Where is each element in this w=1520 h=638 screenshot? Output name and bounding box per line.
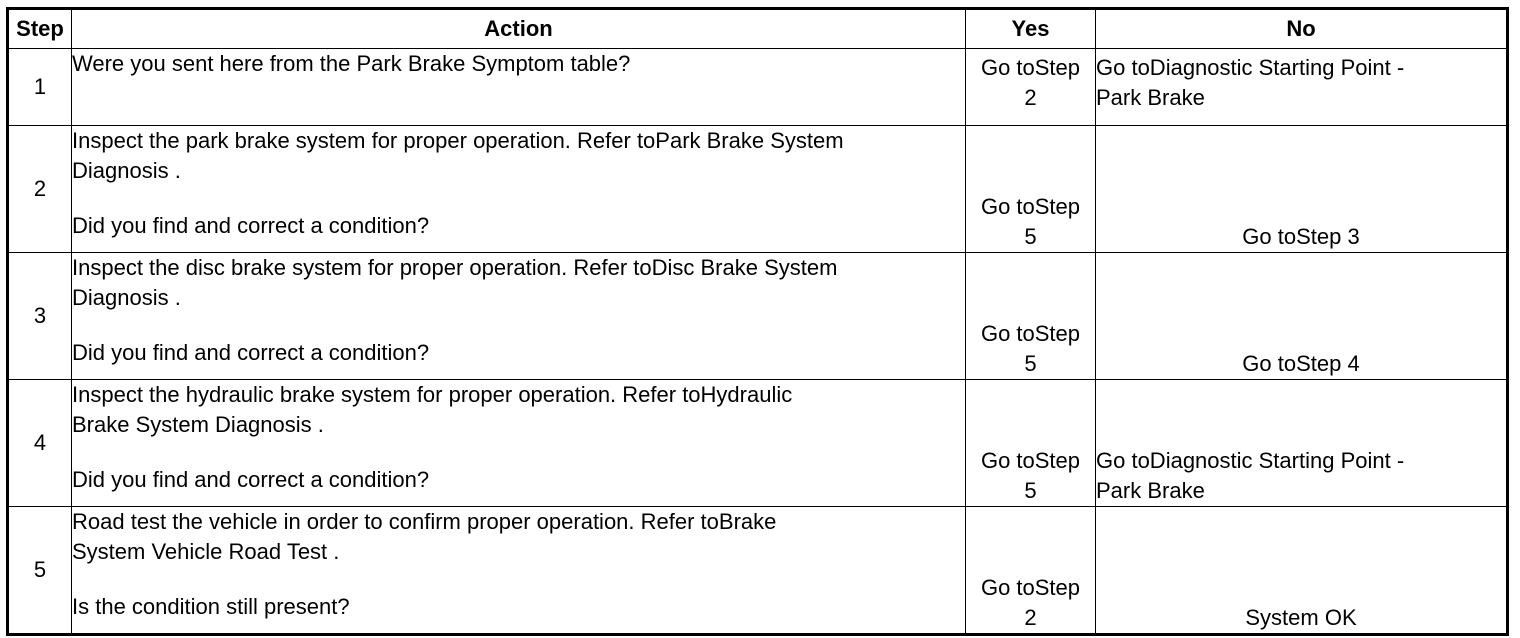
yes-link-text[interactable]: Go toStep <box>980 55 1081 80</box>
action-text: Inspect the park brake system for proper operation. Refer toPark Brake System <box>72 128 844 153</box>
header-yes: Yes <box>966 9 1096 49</box>
action-question: Did you find and correct a condition? <box>72 340 430 365</box>
step-number: 5 <box>8 507 72 635</box>
yes-cell <box>966 49 1096 126</box>
action-cell <box>72 507 966 635</box>
header-step: Step <box>8 9 72 49</box>
no-cell <box>1096 380 1508 507</box>
yes-cell <box>966 507 1096 635</box>
no-cell <box>1096 126 1508 253</box>
no-link-text[interactable]: Go toDiagnostic Starting Point - <box>1096 448 1405 473</box>
yes-link-text[interactable]: Go toStep <box>980 321 1081 346</box>
yes-step-number[interactable]: 5 <box>1024 224 1037 249</box>
action-cell <box>72 126 966 253</box>
table-row <box>8 253 1508 380</box>
action-text: Road test the vehicle in order to confirm proper operation. Refer toBrake <box>72 509 777 534</box>
no-link-text-cont[interactable]: Park Brake <box>1096 85 1205 110</box>
action-question: Did you find and correct a condition? <box>72 213 430 238</box>
action-text-cont: Brake System Diagnosis . <box>72 412 324 437</box>
no-link-text[interactable]: Go toDiagnostic Starting Point - <box>1096 55 1405 80</box>
step-number: 3 <box>8 253 72 380</box>
table-row <box>8 126 1508 253</box>
no-cell <box>1096 507 1508 635</box>
table-row <box>8 507 1508 635</box>
header-row <box>8 9 1508 49</box>
no-cell <box>1096 49 1508 126</box>
header-no: No <box>1096 9 1508 49</box>
yes-step-number[interactable]: 5 <box>1024 351 1037 376</box>
action-question: Is the condition still present? <box>72 594 350 619</box>
action-text-cont: Diagnosis . <box>72 285 181 310</box>
action-text: Inspect the disc brake system for proper operation. Refer toDisc Brake System <box>72 255 838 280</box>
action-cell <box>72 253 966 380</box>
yes-link-text[interactable]: Go toStep <box>980 194 1081 219</box>
no-link-text[interactable]: Go toStep 4 <box>1242 351 1360 376</box>
step-number: 1 <box>8 49 72 126</box>
yes-link-text[interactable]: Go toStep <box>980 448 1081 473</box>
diagnostic-table <box>6 7 1509 636</box>
step-number: 2 <box>8 126 72 253</box>
action-text: Inspect the hydraulic brake system for proper operation. Refer toHydraulic <box>72 382 793 407</box>
action-text-cont: System Vehicle Road Test . <box>72 539 340 564</box>
yes-step-number[interactable]: 2 <box>1024 605 1037 630</box>
no-link-text[interactable]: Go toStep 3 <box>1242 224 1360 249</box>
yes-cell <box>966 126 1096 253</box>
action-cell <box>72 49 966 126</box>
yes-link-text[interactable]: Go toStep <box>980 575 1081 600</box>
table-row <box>8 380 1508 507</box>
action-text: Were you sent here from the Park Brake Symptom table? <box>72 51 631 76</box>
action-text-cont: Diagnosis . <box>72 158 181 183</box>
yes-cell <box>966 380 1096 507</box>
header-action: Action <box>72 9 966 49</box>
no-result-text: System OK <box>1245 605 1357 630</box>
yes-step-number[interactable]: 5 <box>1024 478 1037 503</box>
yes-step-number[interactable]: 2 <box>1024 85 1037 110</box>
table-row <box>8 49 1508 126</box>
action-cell <box>72 380 966 507</box>
step-number: 4 <box>8 380 72 507</box>
no-cell <box>1096 253 1508 380</box>
no-link-text-cont[interactable]: Park Brake <box>1096 478 1205 503</box>
yes-cell <box>966 253 1096 380</box>
action-question: Did you find and correct a condition? <box>72 467 430 492</box>
